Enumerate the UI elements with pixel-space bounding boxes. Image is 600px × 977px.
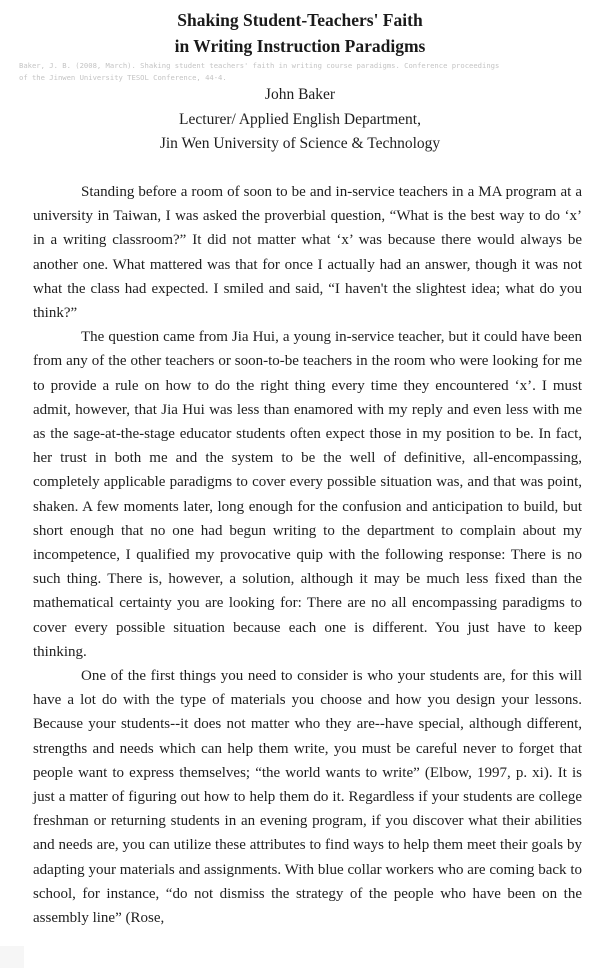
paragraph-2: The question came from Jia Hui, a young in-service teacher, but it could have been from any of the other teachers or soon-to-be teachers in the room who were looking for me to provide a rule on how to do the right thing every time they encountered ‘x’. I must admit, however, that Jia Hui was less than enamored with my reply and even less with me as the sage-at-the-stage educator students often expect those in my position to be. In fact, her trust in both me and the system to be the well of definitive, all-encompassing, completely applicable paradigms to cover every possible situation was, and that was point, shaken. A few moments later, long enough for the confusion and anticipation to build, but short enough that no one had begun writing to the department to complain about my incompetence, I qualified my provocative quip with the following response: There is no such thing. There is, however, a solution, although it may be much less fixed than the mathematical certainty you are looking for: There are no all encompassing paradigms to cover every possible situation because each one is different. You just have to keep thinking. — [33, 329, 582, 660]
citation-line-2: of the Jinwen University TESOL Conference, 44-4. — [19, 73, 227, 82]
author-name: John Baker — [264, 86, 336, 103]
author-position: Lecturer/ Applied English Department, — [179, 111, 421, 128]
citation-line-1: Baker, J. B. (2008, March). Shaking student teachers' faith in writing course paradigms. Conference proceedings — [19, 61, 500, 70]
scan-margin-mark — [0, 946, 24, 968]
article-body — [33, 180, 582, 930]
citation-reference — [19, 60, 594, 84]
title-line-2: in Writing Instruction Paradigms — [174, 36, 426, 56]
author-institution: Jin Wen University of Science & Technology — [159, 135, 441, 152]
paragraph-3: One of the first things you need to consider is who your students are, for this will have a lot do with the type of materials you choose and how you design your lessons. Because your students--it does not matter who they are--have special, although different, strengths and needs which can help them write, you must be careful never to forget that people want to express themselves; “the world wants to write” (Elbow, 1997, p. xi). It is just a matter of figuring out how to help them do it. Regardless if your students are college freshman or returning students in an evening program, if you discover what their abilities and needs are, you can utilize these attributes to find ways to help them meet their goals by adapting your materials and assignments. With blue collar workers who are coming back to school, for instance, “do not dismiss the strategy of the people who have been on the assembly line” (Rose, — [33, 668, 582, 927]
paragraph-1: Standing before a room of soon to be and in-service teachers in a MA program at a university in Taiwan, I was asked the proverbial question, “What is the best way to do ‘x’ in a writing classroom?” It did not matter what ‘x’ was because there would always be another one. What mattered was that for once I actually had an answer, though it was not what the class had expected. I smiled and said, “I haven't the slightest idea; what do you think?” — [33, 184, 582, 322]
title-line-1: Shaking Student-Teachers' Faith — [177, 10, 423, 30]
